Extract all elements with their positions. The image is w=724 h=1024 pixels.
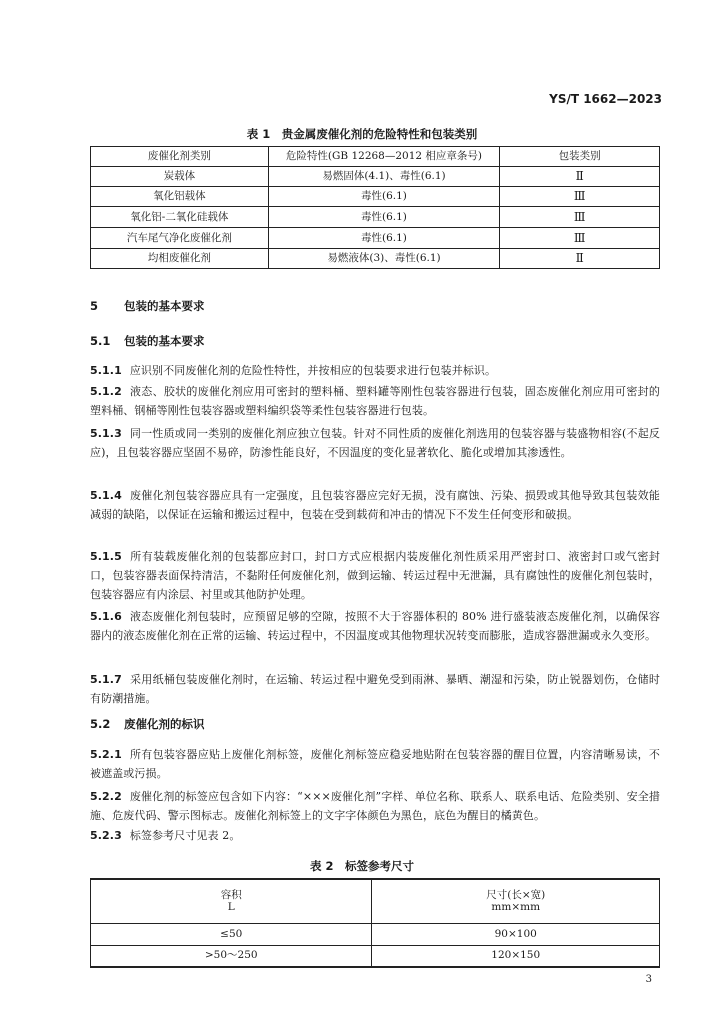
clause-number: 5.1.7 — [90, 673, 122, 686]
table2-header-row — [91, 879, 660, 923]
clause-text: 标签参考尺寸见表 2。 — [129, 829, 241, 842]
clause-text: 采用纸桶包装废催化剂时，在运输、转运过程中避免受到雨淋、暴晒、潮湿和污染，防止锐器划伤，仓储时有防潮措施。 — [90, 673, 660, 705]
clause-5-1-2 — [90, 382, 660, 420]
clause-number: 5.1.4 — [90, 489, 122, 502]
table-cell: 120×150 — [372, 945, 660, 967]
table-cell: Ⅱ — [500, 167, 660, 187]
table1-header-row — [91, 147, 660, 167]
clause-number: 5.1.3 — [90, 427, 122, 440]
subsection-heading — [90, 716, 205, 732]
clause-5-1-7 — [90, 670, 660, 708]
clause-5-1-5 — [90, 547, 660, 604]
standard-code: YS/T 1662—2023 — [549, 92, 662, 106]
header-size-label: 尺寸(长×宽) — [486, 888, 546, 901]
table-cell: 毒性(6.1) — [268, 228, 500, 249]
clause-number: 5.1.1 — [90, 364, 122, 377]
clause-text: 废催化剂包装容器应具有一定强度，且包装容器应完好无损，没有腐蚀、污染、损毁或其他导致其包装效能减弱的缺陷，以保证在运输和搬运过程中，包装在受到载荷和冲击的情况下不发生任何变形和破损。 — [90, 489, 660, 521]
table-cell: 毒性(6.1) — [268, 207, 500, 228]
subsection-heading — [90, 333, 205, 349]
section-title: 废催化剂的标识 — [124, 717, 205, 731]
section-heading — [90, 298, 205, 314]
table2 — [90, 878, 660, 968]
section-number: 5.1 — [90, 334, 111, 348]
table1-header-cell: 包装类别 — [500, 147, 660, 167]
table1-header-cell: 危险特性(GB 12268—2012 相应章条号) — [268, 147, 500, 167]
clause-text: 液态废催化剂包装时，应预留足够的空隙，按照不大于容器体积的 80% 进行盛装液态废催化剂，以确保容器内的液态废催化剂在正常的运输、转运过程中，不因温度或其他物理状况转变而膨胀，造成容器泄漏或永久变形。 — [90, 610, 660, 642]
table-cell: Ⅲ — [500, 207, 660, 228]
table-cell: 氧化铝-二氧化硅载体 — [91, 207, 269, 228]
clause-text: 液态、胶状的废催化剂应用可密封的塑料桶、塑料罐等刚性包装容器进行包装，固态废催化剂应用可密封的塑料桶、钢桶等刚性包装容器或塑料编织袋等柔性包装容器进行包装。 — [90, 385, 660, 417]
table2-caption: 表 2 标签参考尺寸 — [309, 859, 414, 873]
clause-5-2-1 — [90, 745, 660, 783]
clause-5-1-1 — [90, 361, 660, 380]
section-number: 5.2 — [90, 717, 111, 731]
table-row — [91, 249, 660, 269]
table-cell: 汽车尾气净化废催化剂 — [91, 228, 269, 249]
table-row — [91, 207, 660, 228]
clause-5-1-3 — [90, 424, 660, 462]
table-row — [91, 167, 660, 187]
clause-number: 5.2.2 — [90, 790, 122, 803]
table-row — [91, 923, 660, 945]
clause-number: 5.1.2 — [90, 385, 122, 398]
table-row — [91, 945, 660, 967]
table2-header-cell — [91, 879, 372, 923]
clause-number: 5.2.3 — [90, 829, 122, 842]
clause-text: 所有包装容器应贴上废催化剂标签，废催化剂标签应稳妥地贴附在包装容器的醒目位置，内容清晰易读，不被遮盖或污损。 — [90, 748, 660, 780]
clause-number: 5.2.1 — [90, 748, 122, 761]
section-title: 包装的基本要求 — [124, 334, 205, 348]
section-number: 5 — [90, 299, 99, 313]
table-cell: 均相废催化剂 — [91, 249, 269, 269]
clause-5-1-6 — [90, 607, 660, 645]
table-cell: >50～250 — [91, 945, 372, 967]
table-cell: Ⅱ — [500, 249, 660, 269]
table-cell: 易燃液体(3)、毒性(6.1) — [268, 249, 500, 269]
table-cell: 炭载体 — [91, 167, 269, 187]
table-cell: ≤50 — [91, 923, 372, 945]
clause-text: 应识别不同废催化剂的危险性特性，并按相应的包装要求进行包装并标识。 — [129, 364, 497, 377]
clause-number: 5.1.5 — [90, 550, 122, 563]
clause-number: 5.1.6 — [90, 610, 122, 623]
table-row — [91, 187, 660, 207]
table-cell: 易燃固体(4.1)、毒性(6.1) — [268, 167, 500, 187]
header-volume-label: 容积 — [220, 888, 242, 901]
table1-caption: 表 1 贵金属废催化剂的危险特性和包装类别 — [246, 127, 478, 141]
section-title: 包装的基本要求 — [124, 299, 205, 313]
table1-header-cell: 废催化剂类别 — [91, 147, 269, 167]
clause-5-2-3 — [90, 826, 660, 845]
table-row — [91, 228, 660, 249]
table1 — [90, 146, 660, 269]
clause-text: 同一性质或同一类别的废催化剂应独立包装。针对不同性质的废催化剂选用的包装容器与装盛物相容(不起反应)，且包装容器应坚固不易碎，防渗性能良好，不因温度的变化显著软化、脆化或增加其渗透性。 — [90, 427, 660, 459]
table-cell: 毒性(6.1) — [268, 187, 500, 207]
table-cell: Ⅲ — [500, 187, 660, 207]
clause-text: 废催化剂的标签应包含如下内容：“×××废催化剂”字样、单位名称、联系人、联系电话、危险类别、安全措施、危废代码、警示图标志。废催化剂标签上的文字字体颜色为黑色，底色为醒目的橘黄色。 — [90, 790, 660, 822]
clause-5-1-4 — [90, 486, 660, 524]
header-size-unit: mm×mm — [491, 901, 541, 914]
page-number: 3 — [645, 974, 652, 985]
table2-header-cell — [372, 879, 660, 923]
clause-text: 所有装载废催化剂的包装都应封口，封口方式应根据内装废催化剂性质采用严密封口、液密封口或气密封口，包装容器表面保持清洁，不黏附任何废催化剂，做到运输、转运过程中无泄漏，具有腐蚀性的废催化剂包装时，包装容器应有内涂层、衬里或其他防护处理。 — [90, 550, 660, 601]
clause-5-2-2 — [90, 787, 660, 825]
table-cell: 90×100 — [372, 923, 660, 945]
header-volume-unit: L — [227, 901, 235, 914]
table-cell: Ⅲ — [500, 228, 660, 249]
table-cell: 氧化铝载体 — [91, 187, 269, 207]
